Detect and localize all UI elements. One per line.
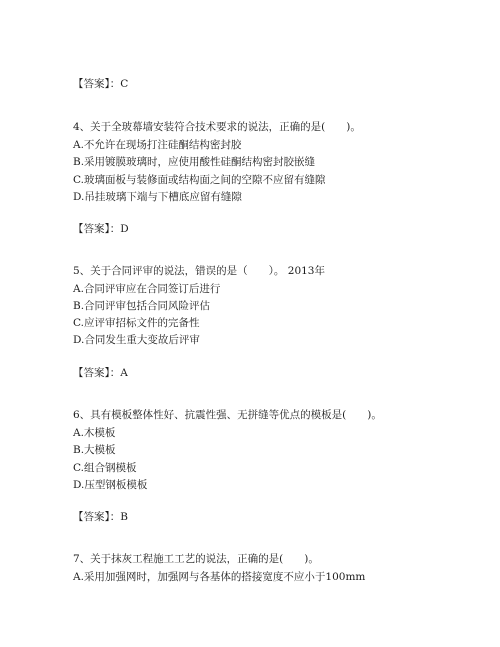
question-4-option-a: A.不允许在现场打注硅酮结构密封胶 xyxy=(73,139,242,151)
question-4-stem: 4、关于全玻幕墙安装符合技术要求的说法，正确的是( )。 xyxy=(73,121,361,133)
question-5-option-a: A.合同评审应在合同签订后进行 xyxy=(73,283,221,295)
question-4-option-c: C.玻璃面板与装修面或结构面之间的空隙不应留有缝隙 xyxy=(73,174,326,186)
answer-5: 【答案】：A xyxy=(73,367,128,379)
question-4-option-b: B.采用镀膜玻璃时，应使用酸性硅酮结构密封胶嵌缝 xyxy=(73,156,316,168)
question-6-option-b: B.大模板 xyxy=(73,444,116,456)
question-6-option-d: D.压型钢板模板 xyxy=(73,479,148,491)
question-6-stem: 6、具有模板整体性好、抗震性强、无拼缝等优点的模板是( )。 xyxy=(73,409,382,421)
question-6-option-c: C.组合钢模板 xyxy=(73,462,137,474)
question-4-option-d: D.吊挂玻璃下端与下槽底应留有缝隙 xyxy=(73,191,242,203)
question-5-option-c: C.应评审招标文件的完备性 xyxy=(73,317,200,329)
answer-3: 【答案】：C xyxy=(73,78,129,90)
question-5-option-b: B.合同评审包括合同风险评估 xyxy=(73,300,211,312)
question-5-stem: 5、关于合同评审的说法，错误的是（ ）。 2013年 xyxy=(73,265,325,277)
answer-6: 【答案】：B xyxy=(73,511,128,523)
question-7-option-a: A.采用加强网时，加强网与各基体的搭接宽度不应小于100mm xyxy=(73,571,366,583)
question-7-stem: 7、关于抹灰工程施工工艺的说法，正确的是( )。 xyxy=(73,553,319,565)
answer-4: 【答案】：D xyxy=(73,223,129,235)
question-5-option-d: D.合同发生重大变故后评审 xyxy=(73,334,200,346)
question-6-option-a: A.木模板 xyxy=(73,427,116,439)
